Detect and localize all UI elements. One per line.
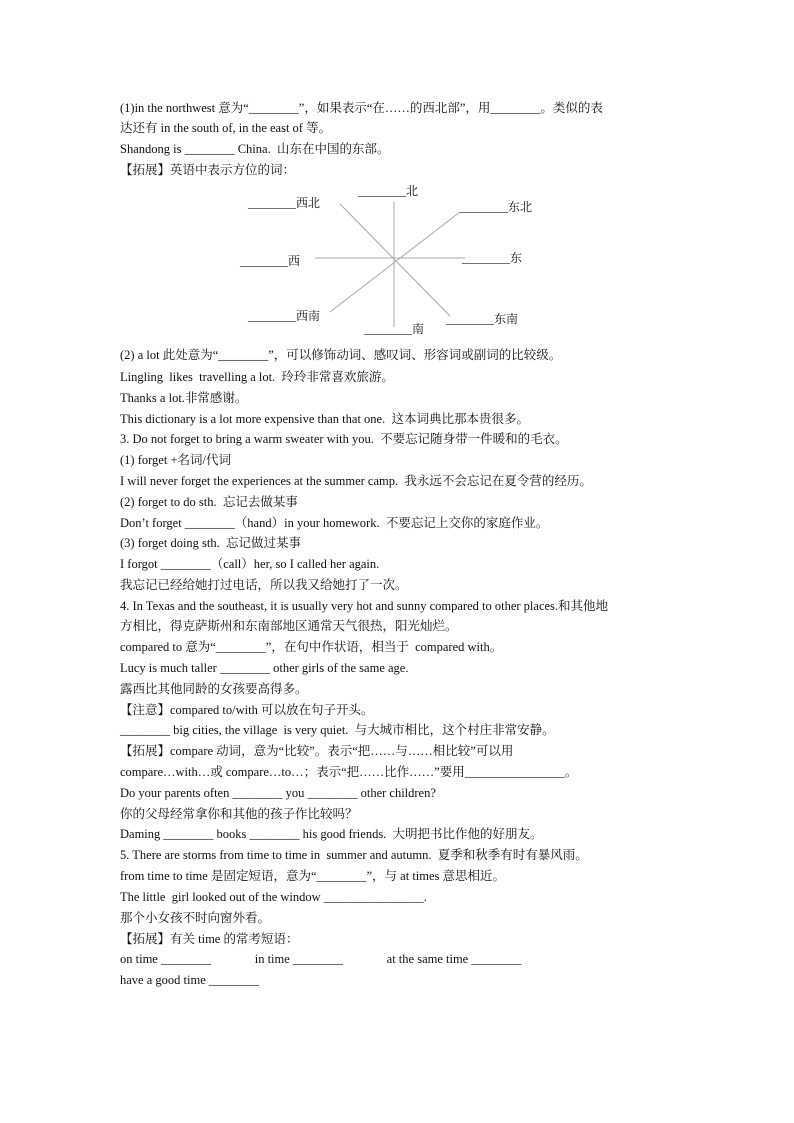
text-line: 达还有 in the south of, in the east of 等。 — [120, 121, 332, 135]
compass-west-label: ________西 — [240, 254, 301, 268]
text-line: (2) a lot 此处意为“________”，可以修饰动词、感叹词、形容词或副词的比较级。 — [120, 348, 562, 362]
text-line: The little girl looked out of the window ________________. — [120, 890, 427, 904]
text-line: compared to 意为“________”，在句中作状语，相当于 compared with。 — [120, 640, 503, 654]
text-line: 我忘记已经给她打过电话，所以我又给她打了一次。 — [120, 578, 408, 592]
text-line: 3. Do not forget to bring a warm sweater with you. 不要忘记随身带一件暖和的毛衣。 — [120, 432, 568, 446]
text-line: Don’t forget ________（hand）in your homework. 不要忘记上交你的家庭作业。 — [120, 516, 549, 530]
compass-southwest-label: ________西南 — [248, 309, 321, 323]
text-line: on time ________ in time ________ at the same time ________ — [120, 952, 522, 966]
text-line: have a good time ________ — [120, 973, 259, 987]
text-line: Lingling likes travelling a lot. 玲玲非常喜欢旅游。 — [120, 370, 394, 384]
text-line: 4. In Texas and the southeast, it is usually very hot and sunny compared to other places.和其他地 — [120, 599, 609, 613]
text-line: Thanks a lot.非常感谢。 — [120, 391, 248, 405]
compass-southeast-label: ________东南 — [446, 312, 519, 326]
compass-northwest-label: ________西北 — [248, 196, 321, 210]
text-line: Do your parents often ________ you ________ other children? — [120, 786, 436, 800]
text-line: 【注意】compared to/with 可以放在句子开头。 — [120, 703, 374, 717]
text-line: compare…with…或 compare…to…；表示“把……比作……”要用________________。 — [120, 765, 578, 779]
text-line: from time to time 是固定短语，意为“________”，与 at times 意思相近。 — [120, 869, 506, 883]
text-line: I will never forget the experiences at the summer camp. 我永远不会忘记在夏令营的经历。 — [120, 474, 592, 488]
text-line: 方相比，得克萨斯州和东南部地区通常天气很热，阳光灿烂。 — [120, 619, 458, 633]
text-line: 5. There are storms from time to time in summer and autumn. 夏季和秋季有时有暴风雨。 — [120, 848, 588, 862]
text-line: 露西比其他同龄的女孩要高得多。 — [120, 682, 308, 696]
text-line: ________ big cities, the village is very quiet. 与大城市相比，这个村庄非常安静。 — [120, 723, 555, 737]
compass-northeast-label: ________东北 — [460, 200, 533, 214]
text-line: 那个小女孩不时向窗外看。 — [120, 911, 271, 925]
text-line: 【拓展】有关 time 的常考短语： — [120, 932, 299, 946]
text-line: Lucy is much taller ________ other girls of the same age. — [120, 661, 409, 675]
text-line: (2) forget to do sth. 忘记去做某事 — [120, 495, 298, 509]
text-line: 你的父母经常拿你和其他的孩子作比较吗？ — [120, 807, 358, 821]
text-line: (1)in the northwest 意为“________”，如果表示“在……的西北部”，用________。类似的表 — [120, 101, 603, 115]
compass-north-label: ________北 — [358, 184, 419, 198]
southwest-northeast-line — [330, 212, 460, 312]
text-line: 【拓展】compare 动词，意为“比较”。表示“把……与……相比较”可以用 — [120, 744, 514, 758]
text-line: I forgot ________（call）her, so I called her again. — [120, 557, 380, 571]
text-line: (3) forget doing sth. 忘记做过某事 — [120, 536, 302, 550]
text-line: This dictionary is a lot more expensive than that one. 这本词典比那本贵很多。 — [120, 412, 529, 426]
compass-south-label: ________南 — [364, 322, 425, 336]
northwest-southeast-line — [340, 204, 450, 316]
text-line: 【拓展】英语中表示方位的词： — [120, 163, 296, 177]
compass-east-label: ________东 — [462, 251, 523, 265]
text-line: Daming ________ books ________ his good friends. 大明把书比作他的好朋友。 — [120, 827, 543, 841]
text-line: Shandong is ________ China. 山东在中国的东部。 — [120, 142, 390, 156]
compass-diagram — [230, 182, 550, 342]
text-line: (1) forget +名词/代词 — [120, 453, 231, 467]
